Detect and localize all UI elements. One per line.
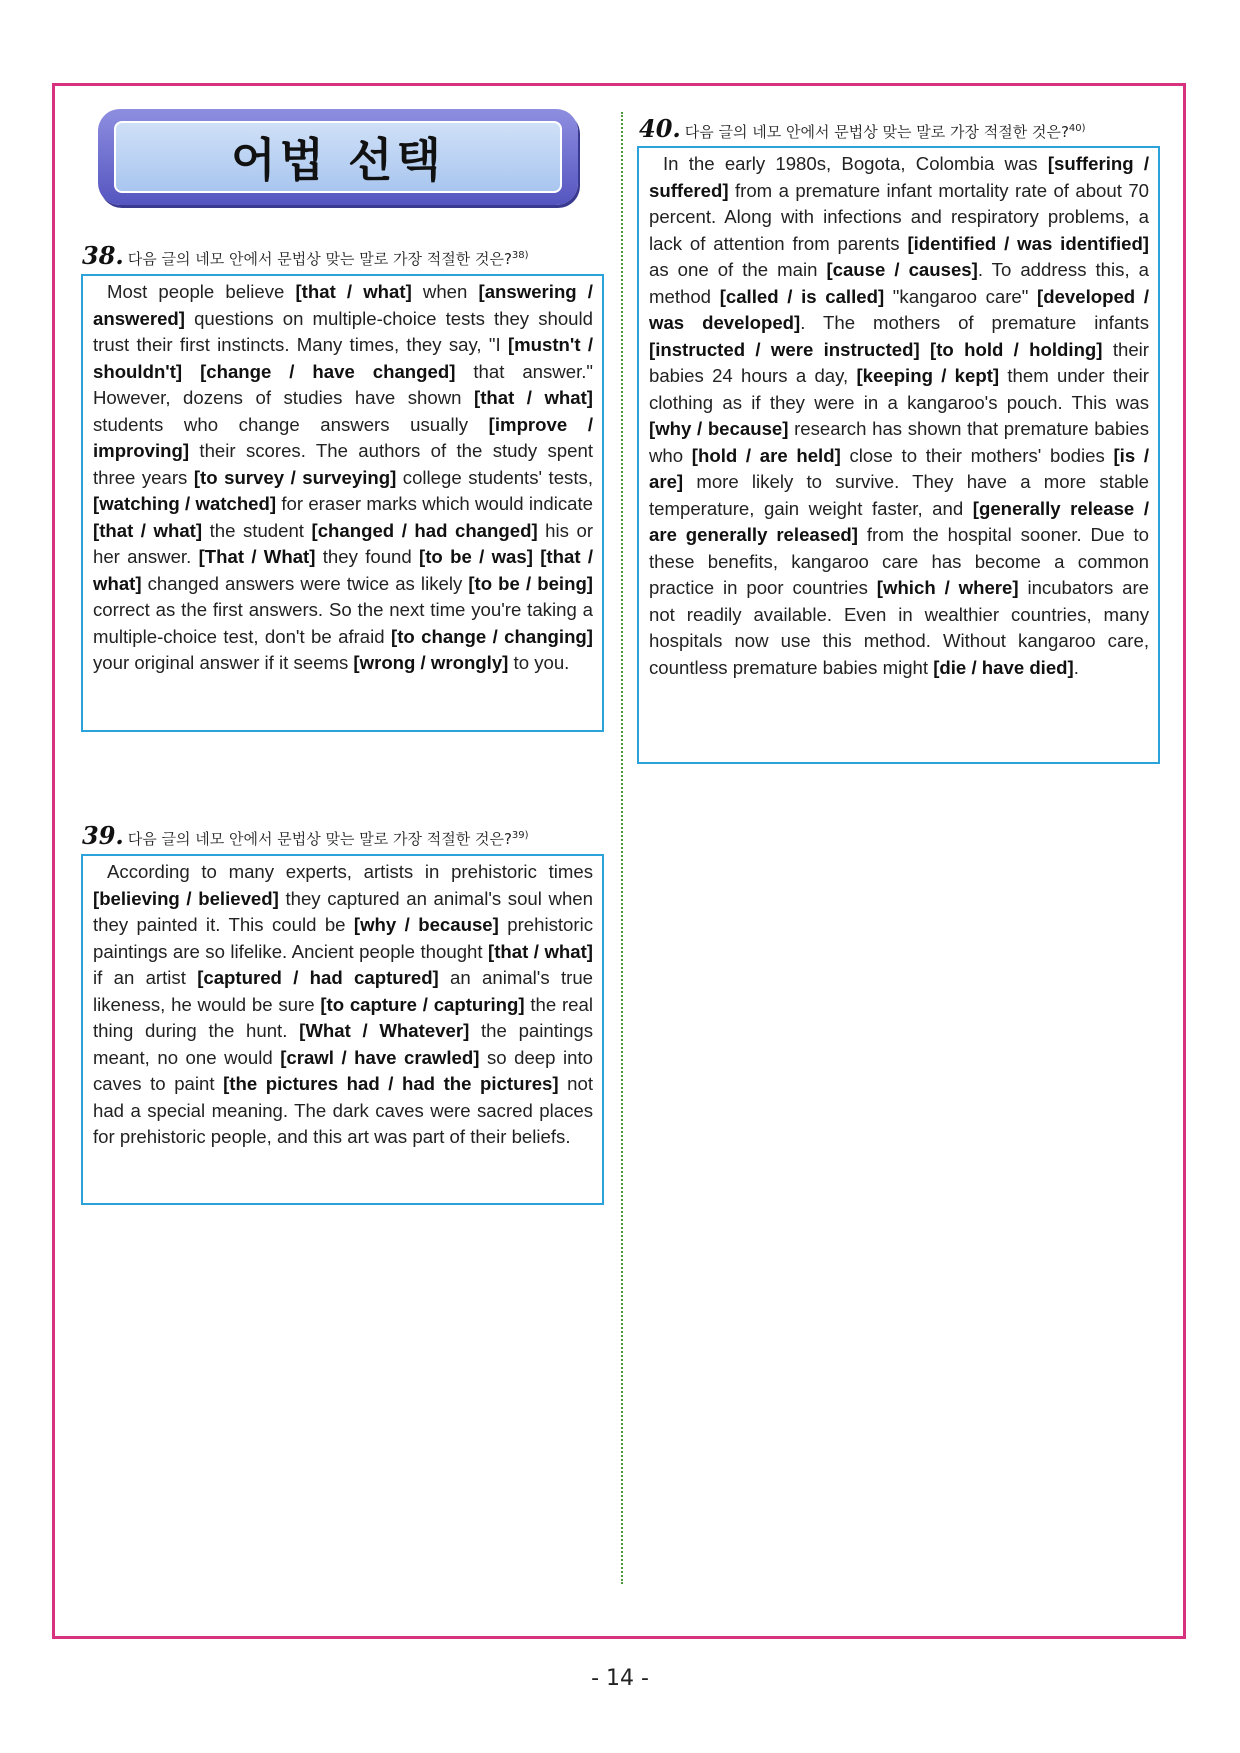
passage-segment: if an artist [93,967,198,988]
answer-choice: [why / because] [353,914,499,935]
answer-choice: [that / what] [295,281,412,302]
question-prompt: 다음 글의 네모 안에서 문법상 맞는 말로 가장 적절한 것은? [127,830,512,848]
answer-choice: [which / where] [876,577,1019,598]
answer-choice: [answering / answered] [93,281,593,329]
answer-choice: [improve / improving] [93,413,593,461]
answer-choice: [that / what] [93,519,203,541]
passage-segment: so deep into caves to paint [93,1046,593,1094]
question-header-40 [639,114,1086,143]
passage-segment: Most people believe [107,281,296,302]
passage-segment: they found [315,546,420,567]
passage-segment: an animal's true likeness, he would be sure [93,967,593,1015]
question-prompt: 다음 글의 네모 안에서 문법상 맞는 말로 가장 적절한 것은? [127,250,512,268]
passage-segment: that answer." However, dozens of studies have shown [93,360,593,408]
answer-choice: [the pictures had / had the pictures] [223,1073,559,1094]
question-passage-38 [81,274,604,732]
answer-choice: [why / because] [649,418,789,439]
passage-segment: for eraser marks which would indicate [276,493,593,514]
answer-choice: [that / what] [488,940,593,962]
passage-segment: the student [202,519,312,541]
answer-choice: [to change / changing] [391,625,593,647]
passage-segment: changed answers were twice as likely [141,572,469,594]
passage-segment: more likely to survive. They have a more stable temperature, gain weight faster, and [649,471,1149,519]
passage-segment: . To address this, a method [649,259,1149,307]
passage-segment: to you. [508,652,570,673]
question-number: 38. [82,241,124,270]
answer-choice: [is / are] [649,444,1150,492]
answer-choice: [to be / was] [419,546,533,567]
passage-segment: their babies 24 hours a day, [649,338,1149,386]
passage-segment: from the hospital sooner. Due to these benefits, kangaroo care has become a common practice in poor countries [649,524,1149,598]
answer-choice: [changed / had changed] [311,519,538,541]
answer-choice: [What / Whatever] [299,1020,470,1041]
passage-segment: when [411,281,479,302]
passage-segment: close to their mothers' bodies [840,444,1114,466]
passage-segment: In the early 1980s, Bogota, Colombia was [663,153,1048,174]
passage-segment: "kangaroo care" [884,285,1038,307]
answer-choice: [change / have changed] [200,360,456,382]
footnote-ref: 38) [511,250,529,261]
answer-choice: [crawl / have crawled] [280,1046,480,1068]
passage-text [93,279,593,677]
answer-choice: [believing / believed] [93,887,279,909]
passage-segment: prehistoric paintings are so lifelike. Ancient people thought [93,914,593,962]
passage-segment: correct as the first answers. So the next time you're taking a multiple-choice test, don't be afraid [93,599,593,647]
title-panel [114,121,562,193]
answer-choice: [to survey / surveying] [193,466,397,488]
passage-segment: . The mothers of premature infants [800,312,1149,333]
passage-segment: research has shown that premature babies who [649,418,1149,466]
question-passage-40 [637,146,1160,764]
answer-choice: [that / what] [474,387,593,408]
passage-segment: incubators are not readily available. Even in wealthier countries, many hospitals now use this method. Without kangaroo care, countless premature babies might [649,577,1150,678]
answer-choice: [That / What] [198,546,316,567]
passage-segment: students who change answers usually [93,413,489,435]
passage-segment: they captured an animal's soul when they painted it. This could be [93,887,593,935]
answer-choice: [suffering / suffered] [649,153,1149,201]
answer-choice: [hold / are held] [691,444,841,466]
footnote-ref: 40) [1068,123,1086,134]
question-number: 40. [639,114,681,143]
answer-choice: [to be / being] [468,572,593,594]
answer-choice: [die / have died] [933,656,1074,678]
question-prompt: 다음 글의 네모 안에서 문법상 맞는 말로 가장 적절한 것은? [684,123,1069,141]
answer-choice: [developed / was developed] [649,285,1149,333]
answer-choice: [instructed / were instructed] [649,338,920,360]
title-banner [98,109,578,205]
passage-segment [182,361,200,382]
passage-segment: college students' tests, [396,466,593,488]
answer-choice: [called / is called] [719,285,885,307]
answer-choice: [keeping / kept] [856,365,1000,386]
answer-choice: [watching / watched] [93,493,277,514]
column-divider [621,112,623,1584]
passage-segment: the real thing during the hunt. [93,993,593,1041]
passage-text [649,151,1149,681]
passage-segment [920,339,930,360]
answer-choice: [to hold / holding] [930,338,1103,360]
passage-segment: their scores. The authors of the study spent three years [93,440,593,488]
answer-choice: [that / what] [93,546,593,594]
footnote-ref: 39) [511,830,529,841]
question-header-38 [82,241,529,270]
passage-segment: his or her answer. [93,519,594,567]
passage-text [93,859,593,1151]
passage-segment: . [1073,656,1079,678]
page-number: - 14 - [591,1666,649,1691]
answer-choice: [to capture / capturing] [320,993,525,1015]
passage-segment: your original answer if it seems [93,652,354,673]
question-passage-39 [81,854,604,1205]
passage-segment: questions on multiple-choice tests they should trust their first instincts. Many times, they say, "I [93,307,593,355]
passage-segment: the paintings meant, no one would [93,1020,594,1068]
passage-segment: from a premature infant mortality rate of about 70 percent. Along with infections and respiratory problems, a lack of attention from parents [649,179,1149,254]
answer-choice: [identified / was identified] [907,232,1149,254]
question-header-39 [82,821,529,850]
answer-choice: [mustn't / shouldn't] [93,334,593,382]
page-title: 어법 선택 [231,133,445,187]
passage-segment: According to many experts, artists in prehistoric times [107,861,593,882]
answer-choice: [cause / causes] [826,259,978,280]
answer-choice: [wrong / wrongly] [353,652,509,673]
answer-choice: [generally release / are generally released] [649,497,1149,545]
passage-segment: as one of the main [649,259,827,280]
passage-segment: not had a special meaning. The dark caves were sacred places for prehistoric people, and this art was part of their beliefs. [93,1073,594,1147]
passage-segment: them under their clothing as if they were in a kangaroo's pouch. This was [649,365,1149,413]
answer-choice: [captured / had captured] [197,967,439,988]
question-number: 39. [82,821,124,850]
